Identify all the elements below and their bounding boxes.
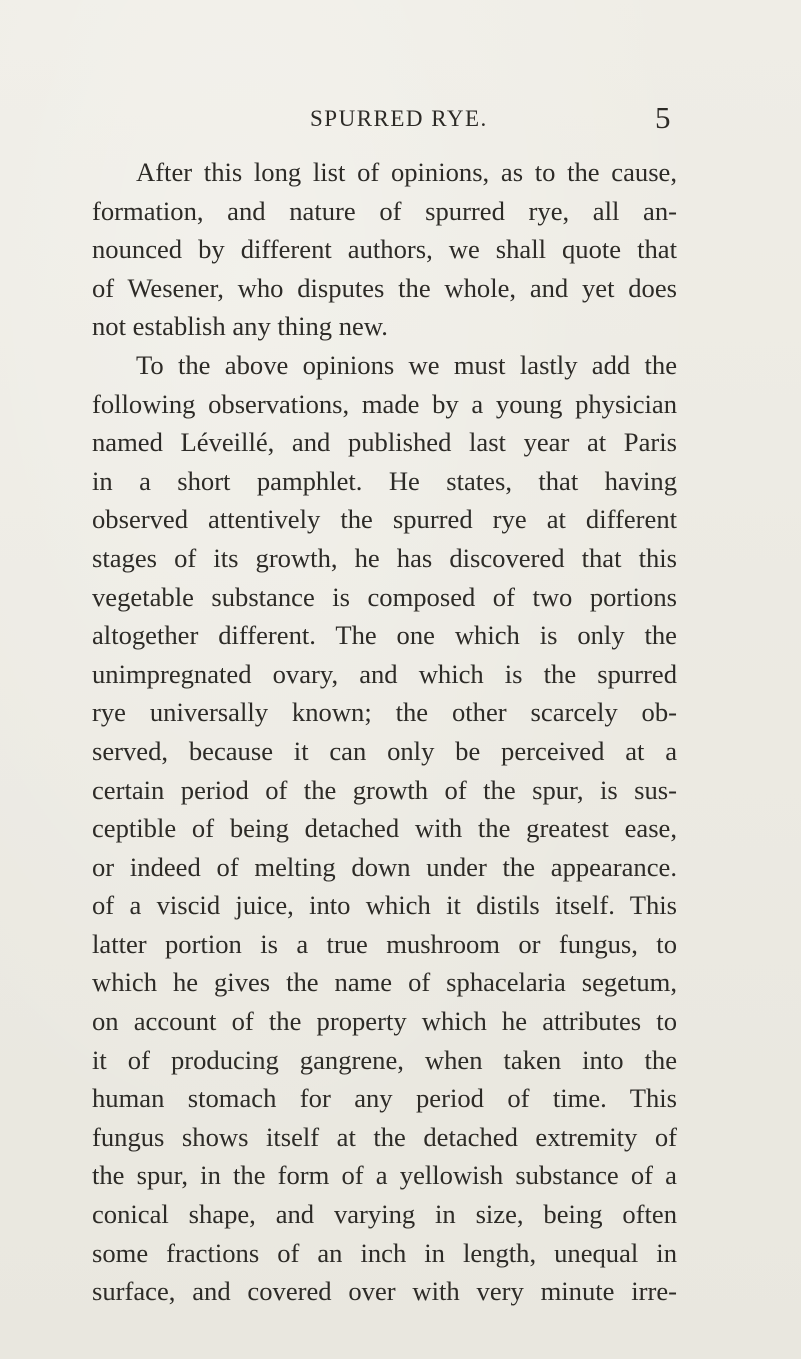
text-line: rye universally known; the other scarcely ob- (92, 697, 677, 728)
text-line: served, because it can only be perceived at a (92, 735, 677, 766)
text-line: in a short pamphlet. He states, that having (92, 465, 677, 496)
text-line: some fractions of an inch in length, unequal in (92, 1237, 677, 1268)
text-line: of Wesener, who disputes the whole, and yet does (92, 272, 677, 303)
text-line: following observations, made by a young physician (92, 388, 677, 419)
text-line: which he gives the name of sphacelaria segetum, (92, 967, 677, 998)
page-number: 5 (655, 100, 671, 135)
text-line: altogether different. The one which is only the (92, 620, 677, 651)
text-line: ceptible of being detached with the greatest ease, (92, 813, 677, 844)
text-line: stages of its growth, he has discovered that this (92, 542, 677, 573)
text-line: of a viscid juice, into which it distils itself. This (92, 890, 677, 921)
text-line: surface, and covered over with very minute irre- (92, 1276, 677, 1307)
running-head (0, 100, 801, 136)
text-line: or indeed of melting down under the appearance. (92, 851, 677, 882)
text-line: named Léveillé, and published last year at Paris (92, 427, 677, 458)
text-line: unimpregnated ovary, and which is the spurred (92, 658, 677, 689)
text-line: latter portion is a true mushroom or fungus, to (92, 928, 677, 959)
text-line: conical shape, and varying in size, being often (92, 1199, 677, 1230)
text-line: To the above opinions we must lastly add the (136, 349, 677, 380)
text-line: observed attentively the spurred rye at different (92, 504, 677, 535)
text-line: the spur, in the form of a yellowish substance of a (92, 1160, 677, 1191)
text-line: on account of the property which he attributes to (92, 1006, 677, 1037)
running-head-title: SPURRED RYE. (310, 106, 488, 131)
text-line: it of producing gangrene, when taken into the (92, 1044, 677, 1075)
text-line: nounced by different authors, we shall quote that (92, 234, 677, 265)
text-line: vegetable substance is composed of two portions (92, 581, 677, 612)
text-line: not establish any thing new. (92, 311, 388, 342)
text-line: After this long list of opinions, as to the cause, (136, 157, 677, 187)
text-line: formation, and nature of spurred rye, all an- (92, 195, 677, 226)
text-line: certain period of the growth of the spur, is sus- (92, 774, 677, 805)
body-text (92, 153, 677, 1311)
text-line: fungus shows itself at the detached extremity of (92, 1121, 677, 1152)
text-line: human stomach for any period of time. This (92, 1083, 677, 1114)
